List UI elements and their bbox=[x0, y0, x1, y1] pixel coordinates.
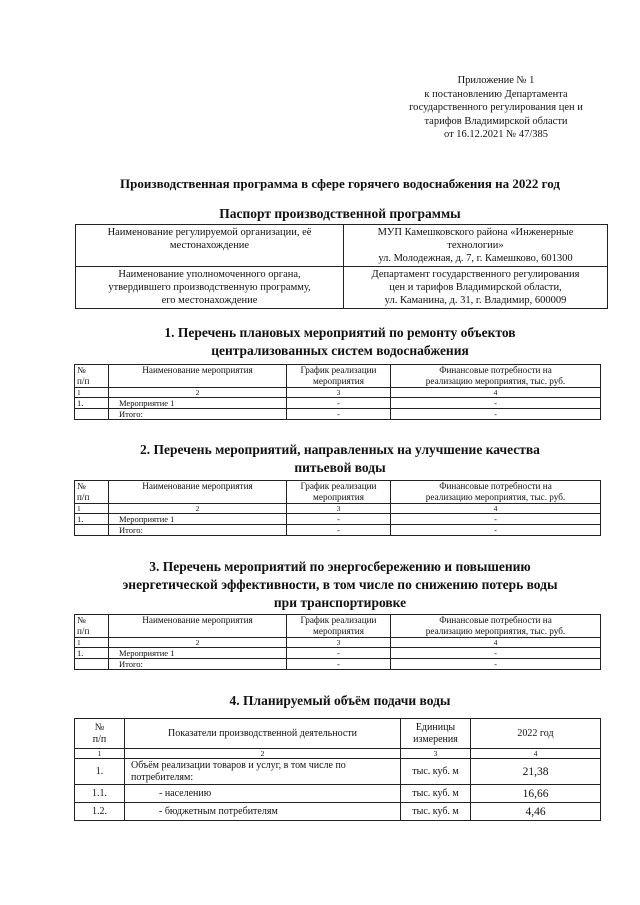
row-indicator: - бюджетным потребителям bbox=[125, 803, 401, 821]
text-line: График реализации bbox=[300, 615, 377, 625]
row-indicator bbox=[125, 759, 401, 785]
table-row bbox=[75, 785, 601, 803]
text-line: реализацию мероприятия, тыс. руб. bbox=[425, 376, 566, 386]
column-number: 3 bbox=[401, 749, 471, 759]
header-num bbox=[75, 481, 109, 504]
table-row bbox=[75, 759, 601, 785]
text-line: Наименование уполномоченного органа, bbox=[118, 269, 301, 280]
column-number: 2 bbox=[125, 749, 401, 759]
row-value: 16,66 bbox=[471, 785, 601, 803]
row-finance: - bbox=[391, 648, 601, 659]
row-number: 1.1. bbox=[75, 785, 125, 803]
header-unit bbox=[401, 719, 471, 749]
column-number: 3 bbox=[287, 504, 391, 514]
text-line: п/п bbox=[77, 376, 90, 386]
text-line: измерения bbox=[413, 733, 458, 745]
row-number: 1.2. bbox=[75, 803, 125, 821]
text-line: № bbox=[94, 721, 105, 733]
header-schedule bbox=[287, 615, 391, 638]
row-unit: тыс. куб. м bbox=[401, 785, 471, 803]
passport-label bbox=[76, 267, 344, 309]
text-line: реализацию мероприятия, тыс. руб. bbox=[425, 626, 566, 636]
row-number bbox=[75, 659, 109, 670]
passport-value bbox=[344, 267, 608, 309]
text-line: п/п bbox=[77, 626, 90, 636]
section2-title bbox=[80, 441, 600, 477]
column-number: 2 bbox=[109, 638, 287, 648]
header-num bbox=[75, 365, 109, 388]
row-schedule: - bbox=[287, 398, 391, 409]
text-line: цен и тарифов Владимирской области, bbox=[389, 282, 562, 293]
column-number: 4 bbox=[391, 638, 601, 648]
header-finance bbox=[391, 615, 601, 638]
section2-table bbox=[74, 480, 601, 536]
column-number-row bbox=[75, 388, 601, 398]
total-label: Итого: bbox=[109, 659, 287, 670]
column-number: 4 bbox=[471, 749, 601, 759]
title-line: при транспортировке bbox=[273, 595, 407, 610]
section4-table bbox=[74, 718, 601, 821]
text-line: Департамент государственного регулирования bbox=[371, 269, 580, 280]
document-title: Производственная программа в сфере горячего водоснабжения на 2022 год bbox=[120, 176, 560, 191]
appendix-line: Приложение № 1 bbox=[457, 75, 535, 86]
total-label: Итого: bbox=[109, 525, 287, 536]
text-line: Финансовые потребности на bbox=[439, 615, 552, 625]
row-value: 4,46 bbox=[471, 803, 601, 821]
title-line: 2. Перечень мероприятий, направленных на улучшение качества bbox=[140, 442, 540, 457]
column-number: 4 bbox=[391, 388, 601, 398]
text-line: мероприятия bbox=[313, 626, 364, 636]
row-name: Мероприятие 1 bbox=[109, 514, 287, 525]
table-row bbox=[75, 803, 601, 821]
appendix-line: тарифов Владимирской области bbox=[424, 115, 568, 127]
column-number: 3 bbox=[287, 388, 391, 398]
row-name: Мероприятие 1 bbox=[109, 648, 287, 659]
row-number: 1. bbox=[75, 759, 125, 785]
table-header-row bbox=[75, 719, 601, 749]
total-label: Итого: bbox=[109, 409, 287, 420]
passport-value bbox=[344, 225, 608, 267]
row-number: 1. bbox=[75, 514, 109, 525]
text-line: мероприятия bbox=[313, 376, 364, 386]
header-name: Наименование мероприятия bbox=[109, 365, 287, 388]
header-name: Наименование мероприятия bbox=[109, 615, 287, 638]
total-finance: - bbox=[391, 409, 601, 420]
row-schedule: - bbox=[287, 514, 391, 525]
row-name: Мероприятие 1 bbox=[109, 398, 287, 409]
section3-table bbox=[74, 614, 601, 670]
text-line: реализацию мероприятия, тыс. руб. bbox=[425, 492, 566, 502]
header-schedule bbox=[287, 481, 391, 504]
row-finance: - bbox=[391, 398, 601, 409]
text-line: График реализации bbox=[300, 481, 377, 491]
text-line: Финансовые потребности на bbox=[439, 481, 552, 491]
title-line: энергетической эффективности, в том числе по снижению потерь воды bbox=[122, 577, 558, 592]
column-number: 4 bbox=[391, 504, 601, 514]
text-line: технологии» bbox=[447, 240, 504, 251]
text-line: Финансовые потребности на bbox=[439, 365, 552, 375]
text-line: п/п bbox=[92, 733, 107, 745]
text-line: График реализации bbox=[300, 365, 377, 375]
total-schedule: - bbox=[287, 409, 391, 420]
total-row bbox=[75, 659, 601, 670]
text-line: п/п bbox=[77, 492, 90, 502]
table-header-row bbox=[75, 365, 601, 388]
row-unit: тыс. куб. м bbox=[401, 759, 471, 785]
column-number: 1 bbox=[75, 749, 125, 759]
table-header-row bbox=[75, 615, 601, 638]
section1-table bbox=[74, 364, 601, 420]
header-indicator: Показатели производственной деятельности bbox=[125, 719, 401, 749]
text-line: ул. Молодежная, д. 7, г. Камешково, 601300 bbox=[378, 253, 573, 264]
text-line: его местонахождение bbox=[161, 295, 258, 306]
text-line: мероприятия bbox=[313, 492, 364, 502]
total-row bbox=[75, 525, 601, 536]
total-row bbox=[75, 409, 601, 420]
text-line: местонахождение bbox=[169, 240, 250, 251]
appendix-line: государственного регулирования цен и bbox=[409, 102, 583, 113]
total-schedule: - bbox=[287, 659, 391, 670]
section3-title bbox=[80, 558, 600, 612]
text-line: утвердившего производственную программу, bbox=[108, 282, 311, 293]
row-indicator: - населению bbox=[125, 785, 401, 803]
column-number-row bbox=[75, 638, 601, 648]
column-number: 2 bbox=[109, 504, 287, 514]
row-unit: тыс. куб. м bbox=[401, 803, 471, 821]
text-line: Единицы bbox=[415, 721, 456, 733]
passport-table bbox=[75, 224, 608, 309]
text-line: № bbox=[77, 481, 86, 491]
passport-row bbox=[76, 267, 608, 309]
row-schedule: - bbox=[287, 648, 391, 659]
header-num bbox=[75, 615, 109, 638]
row-number bbox=[75, 409, 109, 420]
header-num bbox=[75, 719, 125, 749]
column-number-row bbox=[75, 504, 601, 514]
appendix-line: от 16.12.2021 № 47/385 bbox=[443, 129, 548, 140]
row-number: 1. bbox=[75, 648, 109, 659]
passport-heading: Паспорт производственной программы bbox=[219, 206, 461, 221]
header-schedule bbox=[287, 365, 391, 388]
header-name: Наименование мероприятия bbox=[109, 481, 287, 504]
column-number: 2 bbox=[109, 388, 287, 398]
text-line: МУП Камешковского района «Инженерные bbox=[377, 227, 574, 238]
column-number: 1 bbox=[75, 388, 109, 398]
title-line: 3. Перечень мероприятий по энергосбережению и повышению bbox=[149, 559, 531, 574]
row-number bbox=[75, 525, 109, 536]
column-number: 3 bbox=[287, 638, 391, 648]
table-row bbox=[75, 648, 601, 659]
column-number: 1 bbox=[75, 504, 109, 514]
text-line: Наименование регулируемой организации, её bbox=[107, 227, 312, 238]
title-line: питьевой воды bbox=[294, 460, 386, 475]
header-finance bbox=[391, 365, 601, 388]
section4-title: 4. Планируемый объём подачи воды bbox=[229, 693, 451, 708]
text-line: № bbox=[77, 615, 86, 625]
text-line: Объём реализации товаров и услуг, в том числе по bbox=[131, 759, 346, 771]
title-line: 1. Перечень плановых мероприятий по ремонту объектов bbox=[164, 325, 516, 340]
total-finance: - bbox=[391, 525, 601, 536]
table-row bbox=[75, 398, 601, 409]
title-line: централизованных систем водоснабжения bbox=[211, 343, 469, 358]
row-finance: - bbox=[391, 514, 601, 525]
passport-label bbox=[76, 225, 344, 267]
appendix-block bbox=[380, 74, 612, 142]
column-number-row bbox=[75, 749, 601, 759]
header-year: 2022 год bbox=[471, 719, 601, 749]
total-schedule: - bbox=[287, 525, 391, 536]
section1-title bbox=[80, 324, 600, 360]
header-finance bbox=[391, 481, 601, 504]
text-line: ул. Каманина, д. 31, г. Владимир, 600009 bbox=[384, 295, 567, 306]
text-line: № bbox=[77, 365, 86, 375]
passport-row bbox=[76, 225, 608, 267]
table-row bbox=[75, 514, 601, 525]
appendix-line: к постановлению Департамента bbox=[424, 88, 568, 100]
total-finance: - bbox=[391, 659, 601, 670]
table-header-row bbox=[75, 481, 601, 504]
column-number: 1 bbox=[75, 638, 109, 648]
text-line: потребителям: bbox=[131, 771, 194, 783]
row-value: 21,38 bbox=[471, 759, 601, 785]
row-number: 1. bbox=[75, 398, 109, 409]
